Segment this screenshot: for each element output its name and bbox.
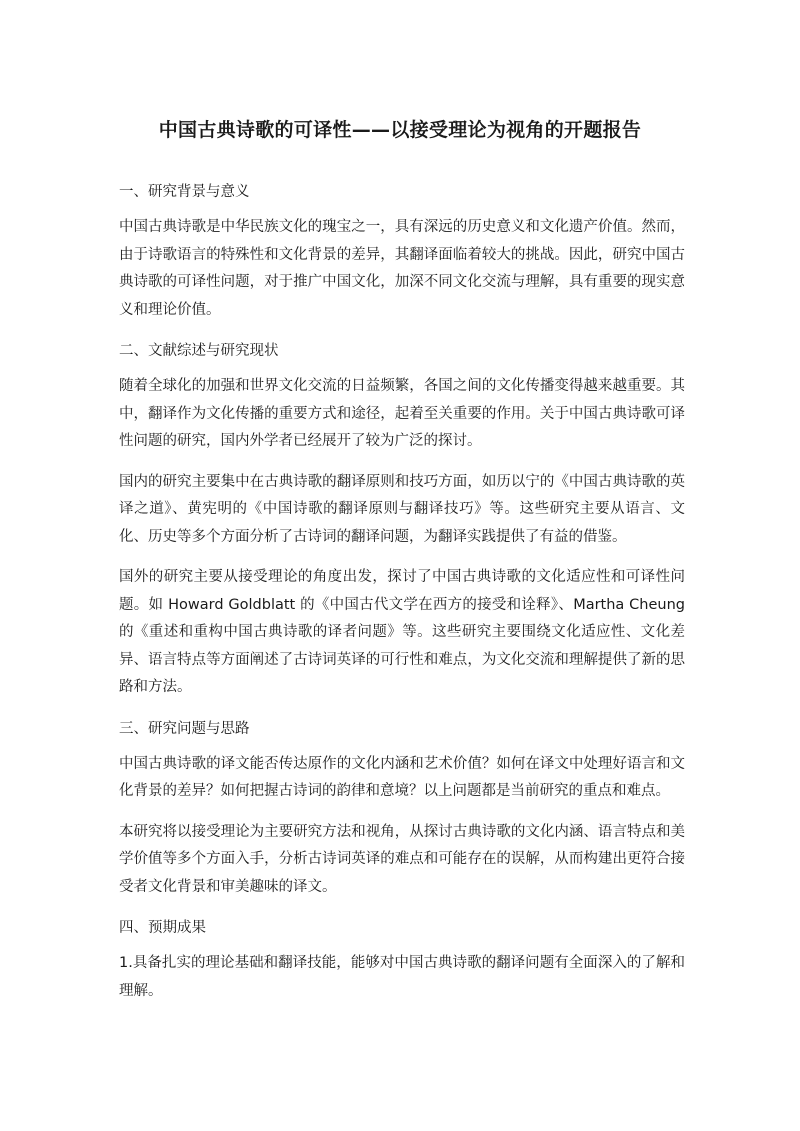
- paragraph: 国外的研究主要从接受理论的角度出发，探讨了中国古典诗歌的文化适应性和可译性问题。如 Howard Goldblatt 的《中国古代文学在西方的接受和诠释》、Martha Cheung 的《重述和重构中国古典诗歌的译者问题》等。这些研究主要围绕文化适应性、文化差异、语言特点等方面阐述了古诗词英译的可行性和难点，为文化交流和理解提供了新的思路和方法。: [119, 569, 685, 695]
- paragraph: 国内的研究主要集中在古典诗歌的翻译原则和技巧方面，如历以宁的《中国古典诗歌的英译之道》、黄宪明的《中国诗歌的翻译原则与翻译技巧》等。这些研究主要从语言、文化、历史等多个方面分析了古诗词的翻译问题，为翻译实践提供了有益的借鉴。: [119, 473, 685, 545]
- section-heading: 四、预期成果: [119, 920, 206, 936]
- document-body: [119, 178, 685, 1018]
- section-literature-review: [119, 337, 685, 702]
- section-background: [119, 178, 685, 324]
- paragraph: 1.具备扎实的理论基础和翻译技能，能够对中国古典诗歌的翻译问题有全面深入的了解和理解。: [119, 955, 685, 999]
- paragraph: 中国古典诗歌的译文能否传达原作的文化内涵和艺术价值？如何在译文中处理好语言和文化背景的差异？如何把握古诗词的韵律和意境？以上问题都是当前研究的重点和难点。: [119, 755, 685, 799]
- document-title: 中国古典诗歌的可译性——以接受理论为视角的开题报告: [158, 119, 642, 141]
- paragraph: 中国古典诗歌是中华民族文化的瑰宝之一，具有深远的历史意义和文化遗产价值。然而，由于诗歌语言的特殊性和文化背景的差异，其翻译面临着较大的挑战。因此，研究中国古典诗歌的可译性问题，对于推广中国文化，加深不同文化交流与理解，具有重要的现实意义和理论价值。: [119, 219, 685, 318]
- section-heading: 一、研究背景与意义: [119, 184, 250, 200]
- section-expected-results: [119, 914, 685, 1005]
- section-research-questions: [119, 715, 685, 902]
- section-heading: 二、文献综述与研究现状: [119, 343, 279, 359]
- section-heading: 三、研究问题与思路: [119, 720, 250, 737]
- paragraph: 随着全球化的加强和世界文化交流的日益频繁，各国之间的文化传播变得越来越重要。其中，翻译作为文化传播的重要方式和途径，起着至关重要的作用。关于中国古典诗歌可译性问题的研究，国内外学者已经展开了较为广泛的探讨。: [119, 378, 685, 449]
- paragraph: 本研究将以接受理论为主要研究方法和视角，从探讨古典诗歌的文化内涵、语言特点和美学价值等多个方面入手，分析古诗词英译的难点和可能存在的误解，从而构建出更符合接受者文化背景和审美趣味的译文。: [119, 823, 685, 895]
